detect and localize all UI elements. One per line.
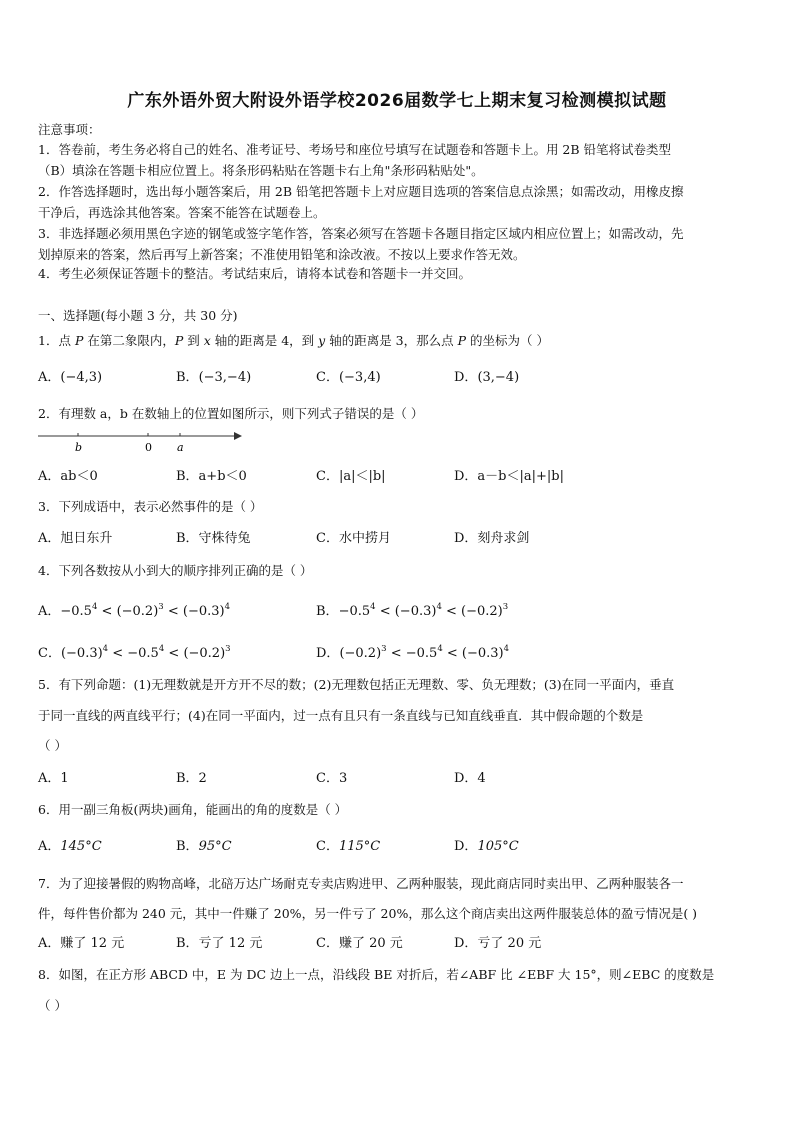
question-7-option-a: A．赚了 12 元 xyxy=(38,936,125,951)
question-5-stem: 5．有下列命题：(1)无理数就是开方开不尽的数；(2)无理数包括正无理数、零、负无理数；(3)在同一平面内，垂直 xyxy=(38,677,675,692)
question-4-stem: 4．下列各数按从小到大的顺序排列正确的是（ ） xyxy=(38,563,313,578)
notice-line: 划掉原来的答案，然后再写上新答案；不准使用铅笔和涂改液。不按以上要求作答无效。 xyxy=(38,247,526,262)
question-6-option-c: C．115°C xyxy=(316,839,381,854)
question-7-option-c: C．赚了 20 元 xyxy=(316,936,403,951)
question-6-option-b: B．95°C xyxy=(176,839,232,854)
question-3-option-d: D．刻舟求剑 xyxy=(454,531,530,546)
question-5-option-b: B．2 xyxy=(176,771,207,786)
number-line-label-b: b xyxy=(75,441,83,454)
question-5-option-a: A．1 xyxy=(38,771,69,786)
question-3-option-c: C．水中捞月 xyxy=(316,531,391,546)
number-line-label-zero: 0 xyxy=(145,441,152,454)
notice-line: （B）填涂在答题卡相应位置上。将条形码粘贴在答题卡右上角"条形码粘贴处"。 xyxy=(38,163,484,178)
question-2-option-c: C．|a|＜|b| xyxy=(316,469,386,484)
number-line-label-a: a xyxy=(177,441,184,454)
question-3-stem: 3．下列成语中，表示必然事件的是（ ） xyxy=(38,499,263,514)
question-4-option-c: C．$(-0.3)^4 < -0.5^4 < (-0.2)^3$ xyxy=(38,644,231,661)
question-1-stem: 1．点 P 在第二象限内，P 到 x 轴的距离是 4，到 y 轴的距离是 3，那么点 P 的坐标为（ ） xyxy=(38,333,549,348)
section-heading: 一、选择题(每小题 3 分，共 30 分) xyxy=(38,308,238,323)
question-4-option-d: D．$(-0.2)^3 < -0.5^4 < (-0.3)^4$ xyxy=(316,644,510,661)
number-line-arrow xyxy=(234,432,242,440)
question-8-stem: 8．如图，在正方形 ABCD 中，E 为 DC 边上一点，沿线段 BE 对折后，若∠ABF 比 ∠EBF 大 15°，则∠EBC 的度数是 xyxy=(38,967,715,982)
question-6-option-a: A．145°C xyxy=(38,839,102,854)
question-6-option-d: D．105°C xyxy=(454,839,519,854)
question-6-stem: 6．用一副三角板(两块)画角，能画出的角的度数是（ ） xyxy=(38,802,348,817)
question-5-stem: 于同一直线的两直线平行；(4)在同一平面内，过一点有且只有一条直线与已知直线垂直．其中假命题的个数是 xyxy=(38,708,644,723)
number-line-figure xyxy=(38,430,248,456)
notice-line: 2．作答选择题时，选出每小题答案后，用 2B 铅笔把答题卡上对应题目选项的答案信息点涂黑；如需改动，用橡皮擦 xyxy=(38,184,684,199)
notice-line: 1．答卷前，考生务必将自己的姓名、准考证号、考场号和座位号填写在试题卷和答题卡上。用 2B 铅笔将试卷类型 xyxy=(38,142,672,157)
question-2-option-b: B．a+b＜0 xyxy=(176,469,247,484)
question-1-option-d: D．(3,−4) xyxy=(454,370,520,385)
notice-line: 4．考生必须保证答题卡的整洁。考试结束后，请将本试卷和答题卡一并交回。 xyxy=(38,266,471,281)
question-1-option-c: C．(−3,4) xyxy=(316,370,381,385)
question-3-option-a: A．旭日东升 xyxy=(38,531,113,546)
notice-line: 干净后，再选涂其他答案。答案不能答在试题卷上。 xyxy=(38,205,326,220)
question-1-option-a: A．(−4,3) xyxy=(38,370,103,385)
question-7-option-b: B．亏了 12 元 xyxy=(176,936,263,951)
question-2-option-d: D．a－b＜|a|+|b| xyxy=(454,469,564,484)
question-7-stem: 件，每件售价都为 240 元，其中一件赚了 20%，另一件亏了 20%，那么这个商店卖出这两件服装总体的盈亏情况是( ) xyxy=(38,906,698,921)
question-5-option-d: D．4 xyxy=(454,771,486,786)
question-4-option-b: B．$-0.5^4 < (-0.3)^4 < (-0.2)^3$ xyxy=(316,602,509,619)
question-5-stem: （ ） xyxy=(38,738,67,753)
question-2-stem: 2．有理数 a，b 在数轴上的位置如图所示，则下列式子错误的是（ ） xyxy=(38,406,424,421)
question-7-stem: 7．为了迎接暑假的购物高峰，北碚万达广场耐克专卖店购进甲、乙两种服装，现此商店同时卖出甲、乙两种服装各一 xyxy=(38,876,684,891)
page-title: 广东外语外贸大附设外语学校2026届数学七上期末复习检测模拟试题 xyxy=(127,91,667,111)
question-4-option-a: A．$-0.5^4 < (-0.2)^3 < (-0.3)^4$ xyxy=(38,602,231,619)
question-7-option-d: D．亏了 20 元 xyxy=(454,936,542,951)
notice-heading: 注意事项： xyxy=(38,122,101,137)
question-8-stem: （ ） xyxy=(38,998,67,1013)
notice-line: 3．非选择题必须用黑色字迹的钢笔或签字笔作答，答案必须写在答题卡各题目指定区域内相应位置上；如需改动，先 xyxy=(38,226,684,241)
question-2-option-a: A．ab＜0 xyxy=(38,469,98,484)
question-1-option-b: B．(−3,−4) xyxy=(176,370,252,385)
question-5-option-c: C．3 xyxy=(316,771,348,786)
question-3-option-b: B．守株待兔 xyxy=(176,531,251,546)
